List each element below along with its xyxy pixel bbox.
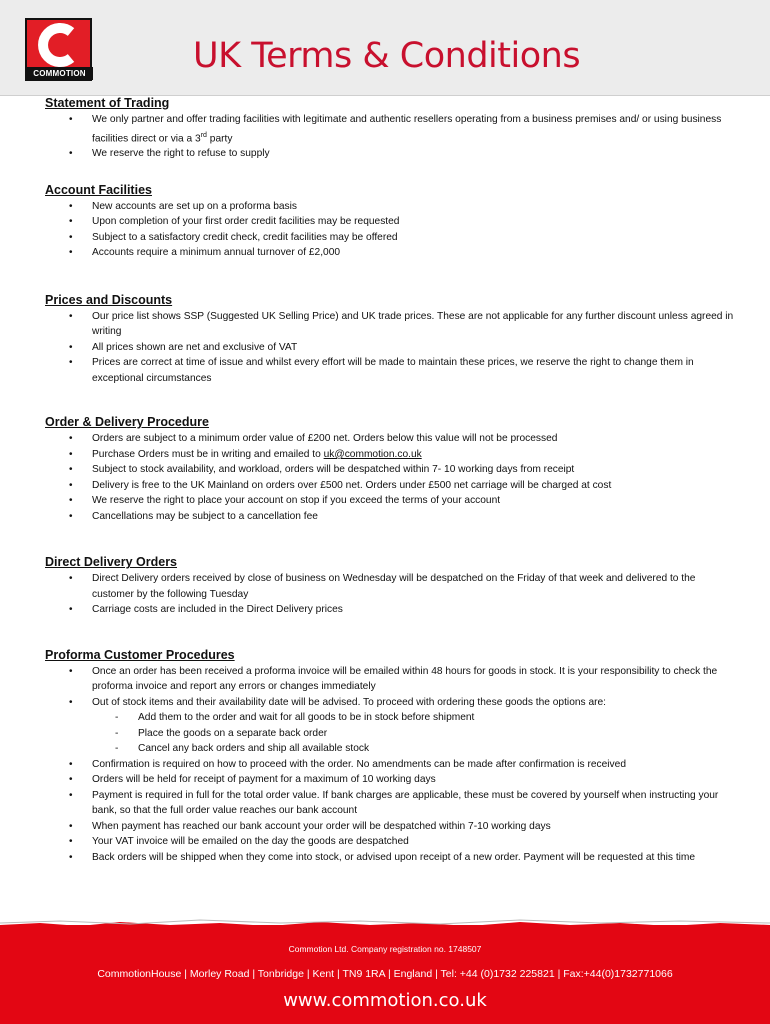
- page-header: [0, 0, 770, 96]
- list-item: [45, 695, 735, 711]
- list-item: • Our price list shows SSP (Suggested UK Selling Price) and UK trade prices. These are not applicable for any further discount unless agreed in writing: [45, 309, 735, 340]
- list-item: • Cancellations may be subject to a cancellation fee: [45, 509, 735, 525]
- footer-address: CommotionHouse | Morley Road | Tonbridge | Kent | TN9 1RA | England | Tel: +44 (0)1732 225821 | Fax:+44(0)1732771066: [97, 968, 673, 980]
- section-title: Statement of Trading: [45, 96, 170, 110]
- list-item: • We reserve the right to place your account on stop if you exceed the terms of your account: [45, 493, 735, 509]
- list-item-text: Out of stock items and their availability date will be advised. To proceed with ordering these goods the options are:: [92, 696, 607, 708]
- commotion-logo: [25, 18, 92, 81]
- footer-registration: Commotion Ltd. Company registration no. 1748507: [288, 944, 482, 954]
- logo-text: COMMOTION: [26, 67, 93, 80]
- list-item-text: Purchase Orders must be in writing and emailed to: [92, 448, 324, 460]
- section-title: Order & Delivery Procedure: [45, 415, 209, 430]
- section-title: Prices and Discounts: [45, 292, 173, 307]
- section-order-delivery: [45, 415, 735, 524]
- section-title: Direct Delivery Orders: [45, 555, 178, 570]
- sub-option: - Place the goods on a separate back order: [45, 726, 735, 742]
- list-item: • All prices shown are net and exclusive of VAT: [45, 340, 735, 356]
- section-statement-of-trading: [45, 96, 735, 162]
- section-title: Account Facilities: [45, 182, 152, 197]
- list-item: • Orders are subject to a minimum order value of £200 net. Orders below this value will not be processed: [45, 431, 735, 447]
- page-title: UK Terms & Conditions: [193, 36, 581, 76]
- list-item: • Upon completion of your first order credit facilities may be requested: [45, 214, 735, 230]
- terms-content: [45, 96, 735, 865]
- list-item: • New accounts are set up on a proforma basis: [45, 199, 735, 215]
- list-item: • Subject to a satisfactory credit check, credit facilities may be offered: [45, 230, 735, 246]
- section-account-facilities: [45, 183, 735, 261]
- sub-option: - Add them to the order and wait for all goods to be in stock before shipment: [45, 710, 735, 726]
- section-title: Proforma Customer Procedures: [45, 647, 235, 662]
- section-direct-delivery: [45, 555, 735, 618]
- list-item: • Back orders will be shipped when they come into stock, or advised upon receipt of a new order. Payment will be requested at this time: [45, 850, 735, 866]
- footer-website[interactable]: www.commotion.co.uk: [283, 990, 487, 1011]
- list-item: • Orders will be held for receipt of payment for a maximum of 10 working days: [45, 772, 735, 788]
- sub-option: - Cancel any back orders and ship all available stock: [45, 741, 735, 757]
- section-proforma-procedures: [45, 648, 735, 866]
- list-item: • Subject to stock availability, and workload, orders will be despatched within 7- 10 working days from receipt: [45, 462, 735, 478]
- list-item: • Confirmation is required on how to proceed with the order. No amendments can be made after confirmation is received: [45, 757, 735, 773]
- list-item: • Carriage costs are included in the Direct Delivery prices: [45, 602, 735, 618]
- list-item: • When payment has reached our bank account your order will be despatched within 7-10 working days: [45, 819, 735, 835]
- list-item: [45, 447, 735, 463]
- list-item: • Prices are correct at time of issue and whilst every effort will be made to maintain these prices, we reserve the right to change them in exceptional circumstances: [45, 355, 735, 386]
- list-item: • Direct Delivery orders received by close of business on Wednesday will be despatched on the Friday of that week and delivered to the customer by the following Tuesday: [45, 571, 735, 602]
- list-item: • We only partner and offer trading facilities with legitimate and authentic resellers operating from a business premises and/ or using business facilities direct or via a 3rd party: [45, 112, 735, 146]
- list-item: • Once an order has been received a proforma invoice will be emailed within 48 hours for goods in stock. It is your responsibility to check the proforma invoice and report any errors or changes immediately: [45, 664, 735, 695]
- list-item: • Payment is required in full for the total order value. If bank charges are applicable, these must be covered by yourself when instructing your bank, so that the full order value reaches our bank account: [45, 788, 735, 819]
- section-prices-and-discounts: [45, 293, 735, 387]
- list-item: • Your VAT invoice will be emailed on the day the goods are despatched: [45, 834, 735, 850]
- email-link[interactable]: uk@commotion.co.uk: [323, 448, 422, 460]
- list-item: • We reserve the right to refuse to supply: [45, 146, 735, 162]
- list-item: • Accounts require a minimum annual turnover of £2,000: [45, 245, 735, 261]
- list-item: • Delivery is free to the UK Mainland on orders over £500 net. Orders under £500 net carriage will be charged at cost: [45, 478, 735, 494]
